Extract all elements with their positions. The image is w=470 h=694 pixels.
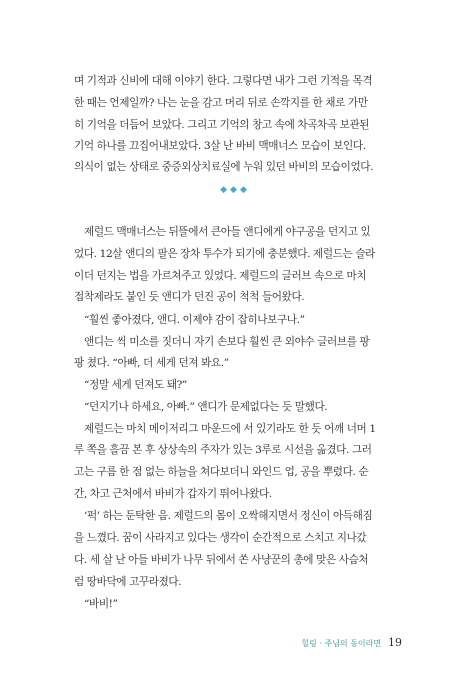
text-line: 럼 땅바닥에 고꾸라졌다. <box>74 576 182 588</box>
text-line: 앤디는 씩 미소를 짓더니 자기 손보다 훨씬 큰 외야수 글러브를 팡 <box>84 336 370 348</box>
section-separator: ◆◆◆ <box>220 185 250 195</box>
text-line: 다. 세 살 난 아들 바비가 나무 뒤에서 쏜 사냥꾼의 총에 맞은 사슴처 <box>74 554 369 566</box>
text-line: 간, 차고 근처에서 바비가 갑자기 뛰어나왔다. <box>74 488 272 500</box>
text-line: 한 때는 언제일까? 나는 눈을 감고 머리 뒤로 손깍지를 한 채로 가만 <box>74 97 368 109</box>
text-line: 기억 하나를 끄집어내보았다. 3살 난 바비 맥매너스 모습이 보인다. <box>74 140 366 152</box>
text-line: 의식이 없는 상태로 중증외상치료실에 누워 있던 바비의 모습이었다. <box>74 161 374 173</box>
text-line: 제럴드 맥매너스는 뒤뜰에서 큰아들 앤디에게 야구공을 던지고 있 <box>84 226 371 238</box>
text-line: 이더 던지는 법을 가르쳐주고 있었다. 제럴드의 글러브 속으로 마치 <box>74 270 367 282</box>
text-line: 을 느꼈다. 꿈이 사라지고 있다는 생각이 순간적으로 스치고 지나갔 <box>74 532 367 544</box>
page-footer <box>301 636 402 651</box>
text-line: 접착제라도 붙인 듯 앤디가 던진 공이 척척 들어왔다. <box>74 291 305 303</box>
text-line: “훨씬 좋아졌다, 앤디. 이제야 감이 잡히나보구나.” <box>84 314 305 326</box>
text-line: 팡 쳤다. “아빠, 더 세게 던져 봐요.” <box>74 357 229 369</box>
text-line: 며 기적과 신비에 대해 이야기 한다. 그렇다면 내가 그런 기적을 목격 <box>74 75 373 87</box>
page-number: 19 <box>388 636 402 649</box>
text-line: 고는 구름 한 점 없는 하늘을 쳐다보더니 와인드 업, 공을 뿌렸다. 순 <box>74 466 369 478</box>
running-title: 힐링 · 주님의 동이라면 <box>301 639 382 648</box>
text-line: 히 기억을 더듬어 보았다. 그리고 기억의 창고 속에 차곡차곡 보관된 <box>74 119 370 131</box>
text-line: “바비!” <box>84 598 118 610</box>
text-line: ‘퍽’ 하는 둔탁한 음. 제럴드의 몸이 오싹해지면서 정신이 아득해짐 <box>84 510 373 522</box>
text-line: 루 쪽을 흘끔 본 후 상상속의 주자가 있는 3루로 시선을 옮겼다. 그러 <box>74 444 372 456</box>
text-line: 었다. 12살 앤디의 팔은 장차 투수가 되기에 충분했다. 제럴드는 슬라 <box>74 248 375 260</box>
text-line: “정말 세게 던져도 돼?” <box>84 379 187 391</box>
text-line: “던지기나 하세요, 아빠.” 앤디가 문제없다는 듯 말했다. <box>84 401 328 413</box>
text-line: 제럴드는 마치 메이저리그 마운드에 서 있기라도 한 듯 어깨 너머 1 <box>84 423 376 435</box>
